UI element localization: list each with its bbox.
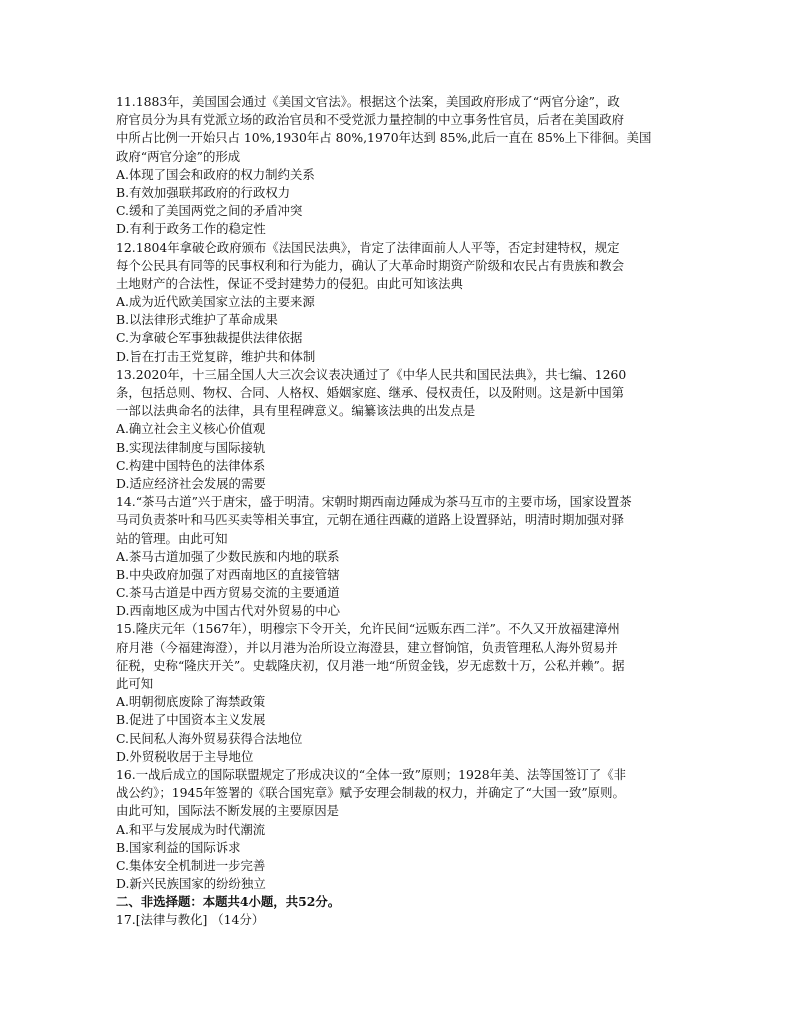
question-stem-line: 征税，史称“隆庆开关”。史载隆庆初，仅月港一地“所贸金钱，岁无虑数十万，公私并赖”。据: [116, 657, 625, 673]
answer-option: B.促进了中国资本主义发展: [116, 712, 266, 728]
section-heading: 二、非选择题：本题共4小题，共52分。: [116, 894, 341, 910]
question-stem-line: 政府“两官分途”的形成: [116, 148, 241, 164]
question-stem-line: 土地财产的合法性，保证不受封建势力的侵犯。由此可知该法典: [116, 275, 463, 291]
question-stem-line: 13.2020年，十三届全国人大三次会议表决通过了《中华人民共和国民法典》，共七编、1260: [116, 366, 627, 382]
answer-option: D.适应经济社会发展的需要: [116, 475, 266, 491]
question-stem-line: 此可知: [116, 676, 154, 691]
answer-option: C.集体安全机制进一步完善: [116, 857, 266, 873]
question-stem-line: 战公约》；1945年签署的《联合国宪章》赋予安理会制裁的权力，并确定了“大国一致”原则。: [116, 785, 625, 801]
question-stem-line: 条，包括总则、物权、合同、人格权、婚姻家庭、继承、侵权责任，以及附则。这是新中国第: [116, 385, 625, 400]
answer-option: D.旨在打击王党复辟，维护共和体制: [116, 348, 316, 364]
question-list: [116, 93, 682, 893]
question-stem-line: 站的管理。由此可知: [116, 530, 228, 546]
answer-option: D.外贸税收居于主导地位: [116, 748, 254, 764]
question-stem-line: 府官员分为具有党派立场的政治官员和不受党派力量控制的中立事务性官员，后者在美国政府: [116, 112, 625, 128]
question-stem-line: 马司负责茶叶和马匹买卖等相关事宜，元朝在通往西藏的道路上设置驿站，明清时期加强对驿: [116, 512, 625, 528]
answer-option: A.成为近代欧美国家立法的主要来源: [116, 294, 315, 310]
answer-option: C.缓和了美国两党之间的矛盾冲突: [116, 203, 303, 219]
question-stem-line: 12.1804年拿破仑政府颁布《法国民法典》，肯定了法律面前人人平等，否定封建特权，规定: [116, 239, 620, 255]
question-block: [116, 493, 682, 620]
question-stem-line: 由此可知，国际法不断发展的主要原因是: [116, 803, 340, 819]
question-block: [116, 239, 682, 366]
question-block: [116, 93, 682, 239]
answer-option: B.中央政府加强了对西南地区的直接管辖: [116, 566, 340, 582]
answer-option: A.确立社会主义核心价值观: [116, 421, 266, 437]
question-stem-line: 府月港（今福建海澄），并以月港为治所设立海澄县，建立督饷馆，负责管理私人海外贸易并: [116, 639, 618, 655]
answer-option: C.构建中国特色的法律体系: [116, 457, 266, 473]
answer-option: A.明朝彻底废除了海禁政策: [116, 694, 266, 710]
question-stem-line: 14.“茶马古道”兴于唐宋，盛于明清。宋朝时期西南边陲成为茶马互市的主要市场，国家设置茶: [116, 494, 632, 510]
question-stem-line: 15.隆庆元年（1567年），明穆宗下令开关，允许民间“远贩东西二洋”。不久又开放福建漳州: [116, 621, 620, 637]
question-17-heading: 17.[法律与教化] （14分）: [116, 912, 265, 928]
answer-option: C.民间私人海外贸易获得合法地位: [116, 730, 303, 746]
answer-option: B.实现法律制度与国际接轨: [116, 439, 266, 455]
question-block: [116, 766, 682, 893]
question-block: [116, 366, 682, 493]
question-stem-line: 16.一战后成立的国际联盟规定了形成决议的“全体一致”原则；1928年美、法等国签订了《非: [116, 766, 626, 782]
answer-option: A.体现了国会和政府的权力制约关系: [116, 166, 315, 182]
answer-option: C.茶马古道是中西方贸易交流的主要通道: [116, 585, 340, 601]
question-stem-line: 中所占比例一开始只占 10%,1930年占 80%,1970年达到 85%,此后一直在 85%上下徘徊。美国: [116, 130, 652, 146]
answer-option: D.西南地区成为中国古代对外贸易的中心: [116, 603, 341, 619]
answer-option: B.国家利益的国际诉求: [116, 839, 241, 855]
question-stem-line: 11.1883年，美国国会通过《美国文官法》。根据这个法案，美国政府形成了“两官分途”，政: [116, 94, 620, 109]
question-block: [116, 620, 682, 766]
answer-option: D.有利于政务工作的稳定性: [116, 221, 266, 237]
question-stem-line: 一部以法典命名的法律，具有里程碑意义。编纂该法典的出发点是: [116, 403, 476, 419]
answer-option: D.新兴民族国家的纷纷独立: [116, 876, 266, 892]
answer-option: A.茶马古道加强了少数民族和内地的联系: [116, 548, 340, 564]
answer-option: B.以法律形式维护了革命成果: [116, 312, 278, 328]
answer-option: C.为拿破仑军事独裁提供法律依据: [116, 330, 303, 346]
exam-page: [116, 93, 682, 930]
answer-option: A.和平与发展成为时代潮流: [116, 821, 266, 837]
answer-option: B.有效加强联邦政府的行政权力: [116, 184, 291, 200]
question-stem-line: 每个公民具有同等的民事权利和行为能力，确认了大革命时期资产阶级和农民占有贵族和教会: [116, 257, 625, 273]
